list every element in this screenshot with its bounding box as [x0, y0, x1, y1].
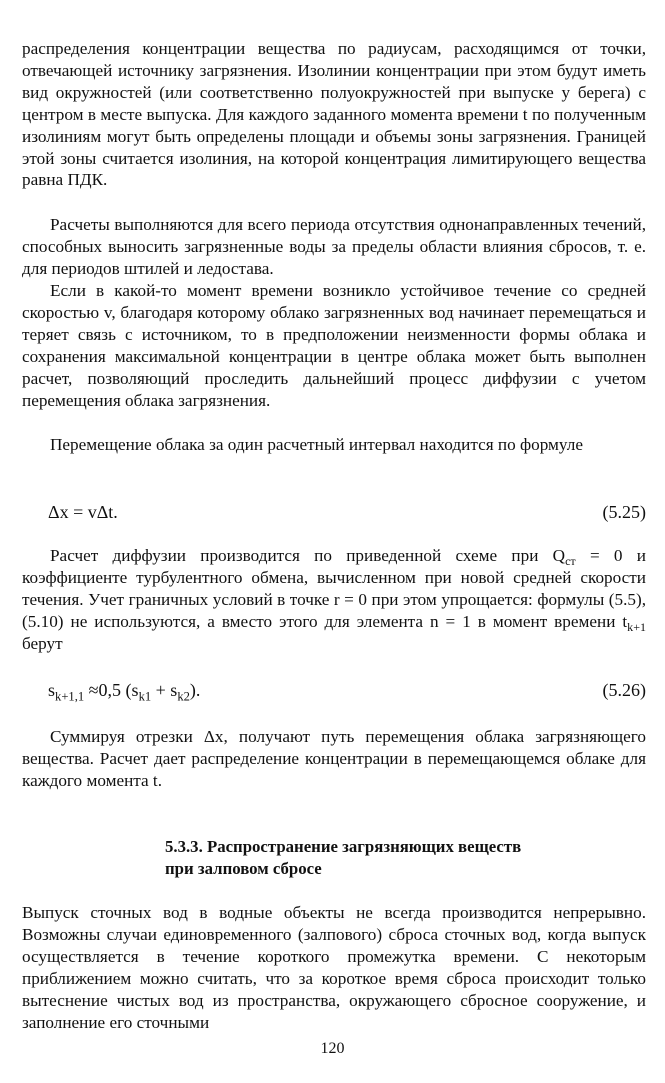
equation-number-5-26: (5.26) — [602, 680, 646, 700]
paragraph-1: распределения концентрации вещества по радиусам, расходящимся от точки, отвечающей источнику загрязнения. Изолинии концентрации при этом будут иметь вид окружностей (или соответственно полуокружностей при выпуске у берега) с центром в месте выпуска. Для каждого заданного момента времени t по полученным изолиниям могут быть определены площади и объемы зоны загрязнения. Границей этой зоны считается изолиния, на которой концентрация лимитирующего вещества равна ПДК. — [22, 39, 646, 190]
paragraph-5-subscript-k1: k+1 — [627, 619, 646, 634]
formula-5-26-mid: ≈0,5 (s — [84, 680, 139, 700]
equation-number-5-25: (5.25) — [602, 502, 646, 522]
formula-5-26-sub3: k2 — [177, 689, 190, 704]
equation-5-25 — [22, 502, 646, 528]
section-heading-line-2: при залповом сбросе — [165, 859, 322, 878]
paragraph-7: Выпуск сточных вод в водные объекты не всегда производится непрерывно. Возможны случаи единовременного (залпового) сброса сточных вод, когда выпуск осуществляется в течение короткого промежутка времени. С некоторым приближением можно считать, что за короткое время сброса происходит только вытеснение чистых вод из пространства, окружающего сбросное сооружение, и заполнение его сточными — [22, 903, 646, 1032]
paragraph-3: Если в какой-то момент времени возникло устойчивое течение со средней скоростью v, благодаря которому облако загрязненных вод начинает перемещаться и теряет связь с источником, то в предположении неизменности формы облака и сохранения максимальной концентрации в центре облака может быть выполнен расчет, позволяющий проследить дальнейший процесс диффузии с учетом перемещения облака загрязнения. — [22, 281, 646, 410]
page-number: 120 — [320, 1040, 345, 1057]
formula-5-26-sub2: k1 — [138, 689, 152, 704]
paragraph-4: Перемещение облака за один расчетный интервал находится по формуле — [50, 435, 583, 454]
formula-5-26-end: ). — [189, 680, 201, 700]
paragraph-5-text-b: = 0 и коэффициенте турбулентного обмена, вычисленном при новой средней скорости течения. Учет граничных условий в точке r = 0 при этом упрощается: формулы (5.5), (5.10) не используются, а вместо этого для элемента n = 1 в момент времени t — [22, 546, 646, 631]
paragraph-2: Расчеты выполняются для всего периода отсутствия однонаправленных течений, способных выносить загрязненные воды за пределы области влияния сбросов, т. е. для периодов штилей и ледостава. — [22, 215, 646, 278]
formula-5-26-sub1: k+1,1 — [55, 689, 85, 704]
formula-5-26 — [48, 680, 201, 704]
section-heading-line-1: 5.3.3. Распространение загрязняющих веществ — [165, 837, 522, 856]
paragraph-5-text-a: Расчет диффузии производится по приведенной схеме при Q — [50, 546, 566, 565]
paragraph-5 — [22, 545, 646, 655]
paragraph-6: Суммируя отрезки Δx, получают путь перемещения облака загрязняющего вещества. Расчет дает распределение концентрации в перемещающемся облаке для каждого момента t. — [22, 727, 646, 790]
formula-5-26-s: s — [48, 680, 56, 700]
section-heading — [165, 836, 605, 880]
equation-5-26 — [22, 680, 646, 706]
paragraph-5-subscript-st: ст — [565, 554, 576, 569]
paragraph-5-text-c: берут — [22, 633, 63, 653]
formula-5-25: Δx = vΔt. — [48, 502, 118, 522]
formula-5-26-plus: + s — [151, 680, 178, 700]
